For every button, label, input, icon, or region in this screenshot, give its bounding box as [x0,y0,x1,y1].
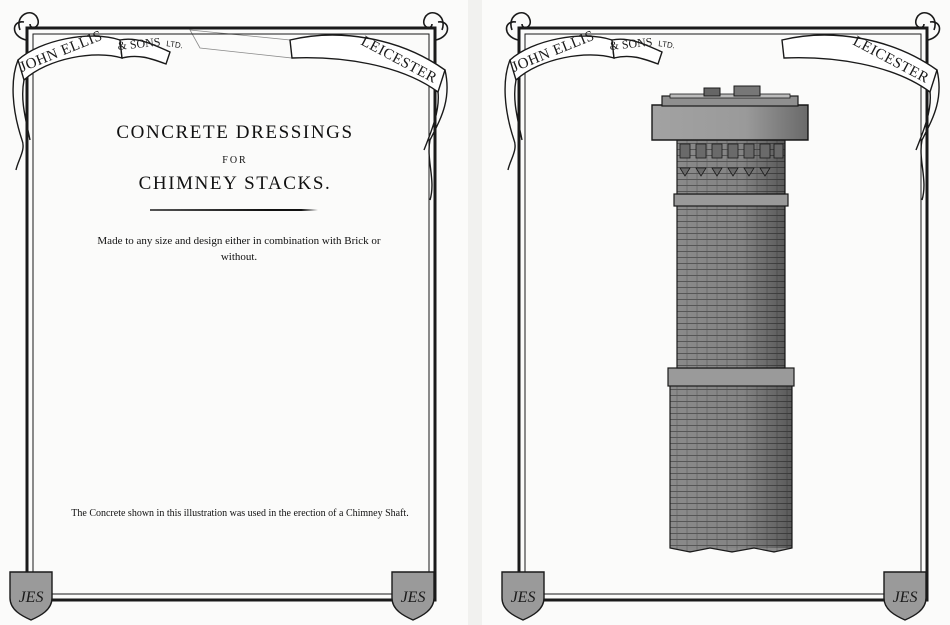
ribbon-company-name: JOHN ELLIS [17,27,106,76]
heading-divider [150,209,318,211]
left-page-frame [0,0,468,625]
monogram-text: JES [892,589,918,606]
monogram-text: JES [400,589,426,606]
monogram-text: JES [18,589,44,606]
right-page [482,0,950,625]
ribbon-company-name: JOHN ELLIS [509,27,598,76]
left-page [0,0,468,625]
monogram-shield-bottom-right [884,572,926,620]
chimney-transition-band [668,368,794,386]
caption-text: The Concrete shown in this illustration was used in the erection of a Chimney Shaft. [71,508,409,519]
heading-for: FOR [222,155,248,166]
chimney-flue-right [734,86,760,96]
ribbon-city-name: LEICESTER [358,33,440,87]
monogram-shield-bottom-left [502,572,544,620]
ribbon-city-name: LEICESTER [850,33,932,87]
ribbon-sons-label: & SONS [116,34,162,53]
right-page-frame [482,0,950,625]
ribbon-ltd-label: LTD. [657,39,676,51]
chimney-flue-left [704,88,720,96]
subtitle-text: Made to any size and design either in combination with Brick or without. [97,235,381,263]
heading-line-1: CONCRETE DRESSINGS [116,122,354,143]
ribbon-ltd-label: LTD. [165,39,184,51]
heading-line-2: CHIMNEY STACKS. [138,173,332,194]
ribbon-sons-label: & SONS [608,34,654,53]
page-gutter [468,0,482,625]
monogram-shield-bottom-left [10,572,52,620]
monogram-text: JES [510,589,536,606]
chimney-upper-band [674,194,788,206]
chimney-stack-illustration [652,86,808,552]
monogram-shield-bottom-right [392,572,434,620]
